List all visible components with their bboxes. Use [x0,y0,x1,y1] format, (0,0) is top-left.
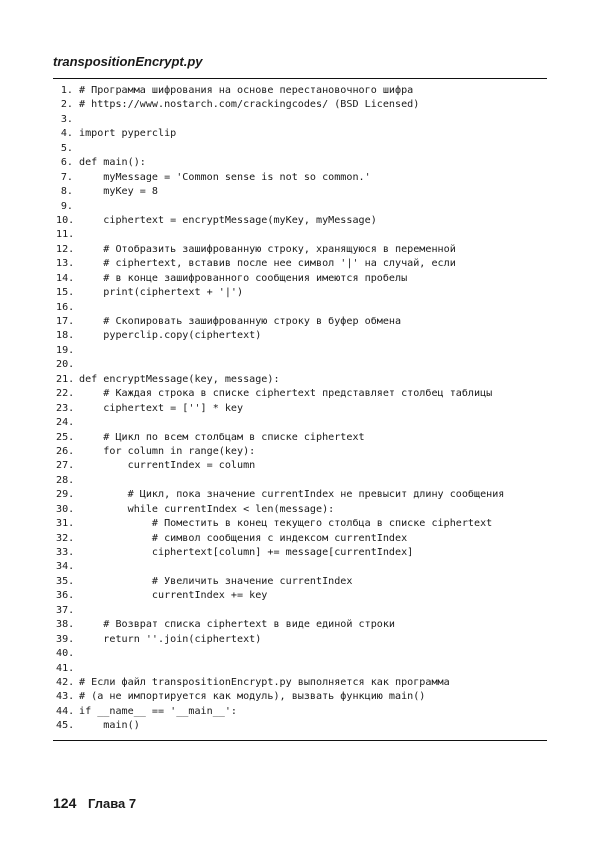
line-number: 35. [56,575,75,587]
code-text: # Цикл, пока значение currentIndex не превысит длину сообщения [79,489,505,501]
line-number: 32. [56,532,75,544]
line-number: 4. [60,128,73,140]
code-line [56,113,546,127]
line-number: 14. [56,272,75,284]
line-number: 45. [56,720,75,732]
line-number: 41. [56,662,75,674]
code-line [56,503,546,517]
code-text: pyperclip.copy(ciphertext) [79,330,262,342]
line-number: 37. [56,604,75,616]
line-number: 26. [56,445,75,457]
code-text: myKey = 8 [79,186,159,198]
line-number: 42. [56,676,75,688]
code-line [56,589,546,603]
chapter-label: Глава 7 [87,796,137,811]
code-line [56,315,546,329]
code-line [56,416,546,430]
code-line [56,243,546,257]
line-number: 11. [56,229,75,241]
line-number: 10. [56,214,75,226]
code-line [56,676,546,690]
code-text: # Если файл transpositionEncrypt.py выполняется как программа [79,676,450,688]
code-text: # Скопировать зашифрованную строку в буфер обмена [79,316,402,327]
code-line [56,690,546,704]
line-number: 3. [60,113,73,125]
line-number: 28. [56,474,75,486]
code-text: # Увеличить значение currentIndex [79,575,353,587]
code-line [56,459,546,473]
code-line [56,387,546,401]
line-number: 7. [60,171,73,183]
code-line [56,546,546,560]
code-line [56,517,546,531]
code-line [56,647,546,661]
code-text: # https://www.nostarch.com/crackingcodes/ (BSD Licensed) [79,99,420,111]
line-number: 30. [56,503,75,515]
code-line [56,142,546,156]
code-line [56,560,546,574]
code-text: return ''.join(ciphertext) [79,633,262,645]
line-number: 12. [56,243,75,255]
code-text: myMessage = 'Common sense is not so common.' [79,171,371,183]
line-number: 6. [60,157,73,169]
code-line [56,257,546,271]
code-line [56,488,546,502]
code-line [56,705,546,719]
code-text: import pyperclip [79,128,177,140]
code-line [56,329,546,343]
page-number: 124 [53,795,77,811]
code-line [56,719,546,733]
code-line [56,431,546,445]
line-number: 44. [56,705,75,717]
line-number: 5. [60,142,73,154]
code-text: # символ сообщения с индексом currentIndex [79,532,408,544]
code-line [56,272,546,286]
line-number: 18. [56,330,75,342]
code-line [56,474,546,488]
code-line [56,127,546,141]
code-text: if __name__ == '__main__': [79,705,238,717]
line-number: 43. [56,691,75,703]
line-number: 24. [56,417,75,429]
line-number: 8. [60,186,73,198]
code-line [56,618,546,632]
top-rule [53,78,547,79]
code-text: main() [79,720,140,732]
code-line [56,344,546,358]
code-text: # Программа шифрования на основе перестановочного шифра [79,85,414,96]
line-number: 31. [56,518,75,530]
code-line [56,358,546,372]
code-line [56,156,546,170]
code-line [56,228,546,242]
line-number: 36. [56,590,75,602]
code-line [56,286,546,300]
code-line [56,185,546,199]
line-number: 39. [56,633,75,645]
line-number: 13. [56,258,75,270]
code-text: for column in range(key): [79,445,256,457]
code-text: # Цикл по всем столбцам в списке ciphertext [79,431,365,443]
code-text: # Возврат списка ciphertext в виде единой строки [79,619,396,631]
code-text: # в конце зашифрованного сообщения имеются пробелы [79,272,408,284]
line-number: 33. [56,547,75,558]
code-text: ciphertext[column] += message[currentIndex] [79,547,414,558]
bottom-rule [53,740,547,741]
code-line [56,604,546,618]
line-number: 38. [56,619,75,631]
code-line [56,200,546,214]
line-number: 21. [56,373,75,385]
code-line [56,171,546,185]
line-number: 23. [56,402,75,414]
code-line [56,98,546,112]
code-line [56,214,546,228]
code-text: # (а не импортируется как модуль), вызвать функцию main() [79,691,426,703]
code-text: def encryptMessage(key, message): [79,373,280,385]
line-number: 15. [56,287,75,299]
line-number: 9. [60,200,73,212]
line-number: 34. [56,561,75,573]
code-line [56,301,546,315]
line-number: 19. [56,344,75,356]
line-number: 16. [56,301,75,313]
line-number: 20. [56,359,75,371]
code-listing [56,84,546,734]
line-number: 40. [56,648,75,660]
code-text: while currentIndex < len(message): [79,503,335,515]
code-text: ciphertext = encryptMessage(myKey, myMessage) [79,214,377,226]
code-text: # Каждая строка в списке ciphertext представляет столбец таблицы [79,388,493,400]
code-text: currentIndex = column [79,460,256,472]
code-line [56,402,546,416]
page-footer [53,795,136,811]
line-number: 1. [60,85,73,96]
line-number: 17. [56,316,75,327]
code-line [56,575,546,589]
line-number: 29. [56,489,75,501]
code-text: # Поместить в конец текущего столбца в списке ciphertext [79,518,493,530]
listing-title: transpositionEncrypt.py [53,54,203,69]
line-number: 27. [56,460,75,472]
code-text: # Отобразить зашифрованную строку, хранящуюся в переменной [79,243,456,255]
code-text: currentIndex += key [79,590,268,602]
line-number: 22. [56,388,75,400]
code-line [56,84,546,98]
code-text: ciphertext = [''] * key [79,402,244,414]
line-number: 2. [60,99,73,111]
line-number: 25. [56,431,75,443]
code-line [56,633,546,647]
code-line [56,532,546,546]
code-text: print(ciphertext + '|') [79,287,244,299]
code-line [56,662,546,676]
code-line [56,445,546,459]
code-text: def main(): [79,157,146,169]
code-text: # ciphertext, вставив после нее символ '|' на случай, если [79,258,456,270]
code-line [56,373,546,387]
